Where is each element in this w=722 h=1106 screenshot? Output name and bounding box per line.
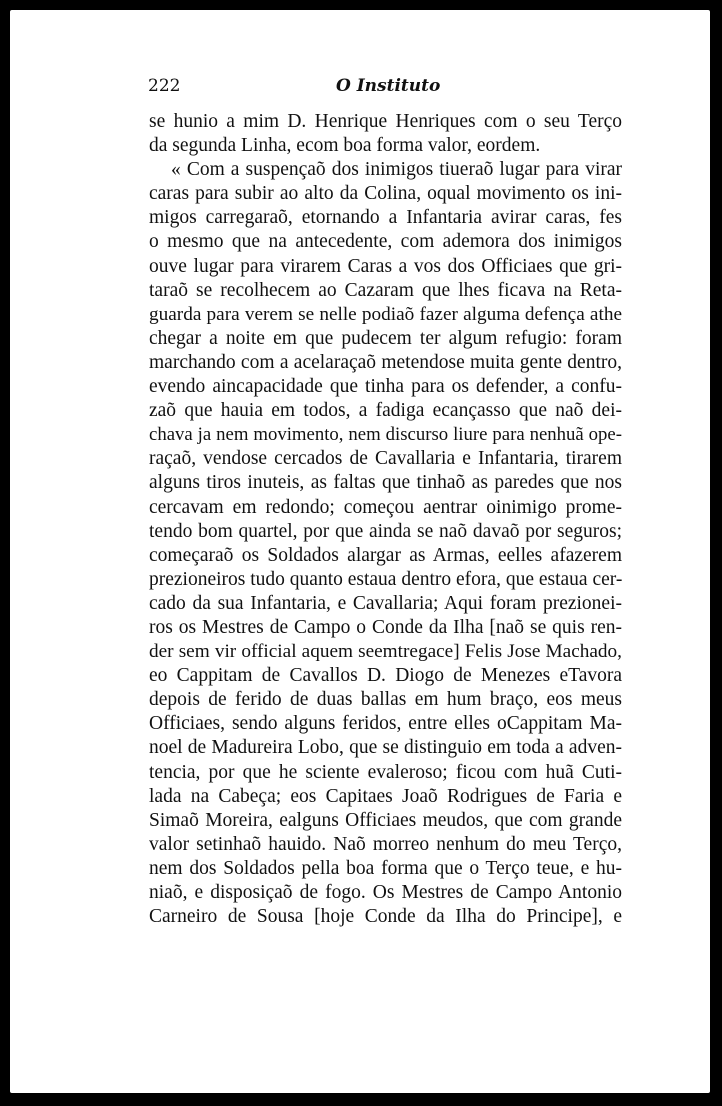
text-line: zaõ que hauia em todos, a fadiga ecançasso que naõ dei- <box>149 400 622 422</box>
book-page <box>10 10 710 1093</box>
text-line: niaõ, e disposiçaõ de fogo. Os Mestres de Campo Antonio <box>149 882 622 903</box>
text-line: depois de ferido de duas ballas em hum braço, eos meus <box>149 689 622 711</box>
text-line: nem dos Soldados pella boa forma que o Terço teue, e hu- <box>149 857 622 879</box>
text-line: prezioneiros tudo quanto estaua dentro efora, que estaua cer- <box>149 568 623 590</box>
text-line: « Com a suspençaõ dos inimigos tiueraõ lugar para virar <box>171 159 622 181</box>
text-line: guarda para verem se nelle podiaõ fazer alguma defença athe <box>149 303 622 325</box>
text-line: tendo bom quartel, por que ainda se naõ davaõ por seguros; <box>149 520 622 542</box>
text-line: da segunda Linha, ecom boa forma valor, eordem. <box>149 135 541 157</box>
body-text <box>149 110 622 929</box>
text-line: lada na Cabeça; eos Capitaes Joaõ Rodrigues de Faria e <box>149 785 622 807</box>
text-line: chava ja nem movimento, nem discurso liure para nenhuã ope- <box>149 424 622 446</box>
text-line: eo Cappitam de Cavallos D. Diogo de Menezes eTavora <box>149 665 622 687</box>
text-line: começaraõ os Soldados alargar as Armas, eelles afazerem <box>149 544 622 566</box>
text-line: der sem vir official aquem seemtregace] Felis Jose Machado, <box>149 641 622 663</box>
text-line: tencia, por que he sciente evaleroso; ficou com huã Cuti- <box>149 761 622 783</box>
text-line: cado da sua Infantaria, e Cavallaria; Aqui foram prezionei- <box>149 592 622 614</box>
text-line: valor setinhaõ hauido. Naõ morreo nenhum do meu Terço, <box>149 833 622 855</box>
text-line: alguns tiros inuteis, as faltas que tinhaõ as paredes que nos <box>149 472 622 494</box>
running-title: O Instituto <box>336 76 441 96</box>
page-number: 222 <box>148 76 181 96</box>
text-line: Officiaes, sendo alguns feridos, entre elles oCappitam Ma- <box>149 713 622 735</box>
text-line: chegar a noite em que pudecem ter algum refugio: foram <box>149 327 622 349</box>
text-line: migos carregaraõ, etornando a Infantaria avirar caras, fes <box>149 207 622 229</box>
text-line: Carneiro de Sousa [hoje Conde da Ilha do Principe], e <box>149 906 622 928</box>
text-line: ros os Mestres de Campo o Conde da Ilha [naõ se quis ren- <box>149 616 622 638</box>
text-line: evendo aincapacidade que tinha para os defender, a confu- <box>149 376 622 398</box>
text-line: ouve lugar para virarem Caras a vos dos Officiaes que gri- <box>149 255 622 277</box>
text-line: Simaõ Moreira, ealguns Officiaes meudos, que com grande <box>149 809 622 831</box>
text-line: caras para subir ao alto da Colina, oqual movimento os ini- <box>149 183 622 205</box>
text-line: taraõ se recolhecem ao Cazaram que lhes ficava na Reta- <box>149 279 622 301</box>
text-line: marchando com a acelaraçaõ metendose muita gente dentro, <box>149 351 622 373</box>
text-line: cercavam em redondo; começou aentrar oinimigo prome- <box>149 496 622 518</box>
page-header <box>148 76 448 100</box>
text-line: o mesmo que na antecedente, com ademora dos inimigos <box>149 231 622 253</box>
text-line: se hunio a mim D. Henrique Henriques com o seu Terço <box>149 111 622 132</box>
text-line: raçaõ, vendose cercados de Cavallaria e Infantaria, tirarem <box>149 448 622 470</box>
text-line: noel de Madureira Lobo, que se distinguio em toda a adven- <box>149 737 622 759</box>
